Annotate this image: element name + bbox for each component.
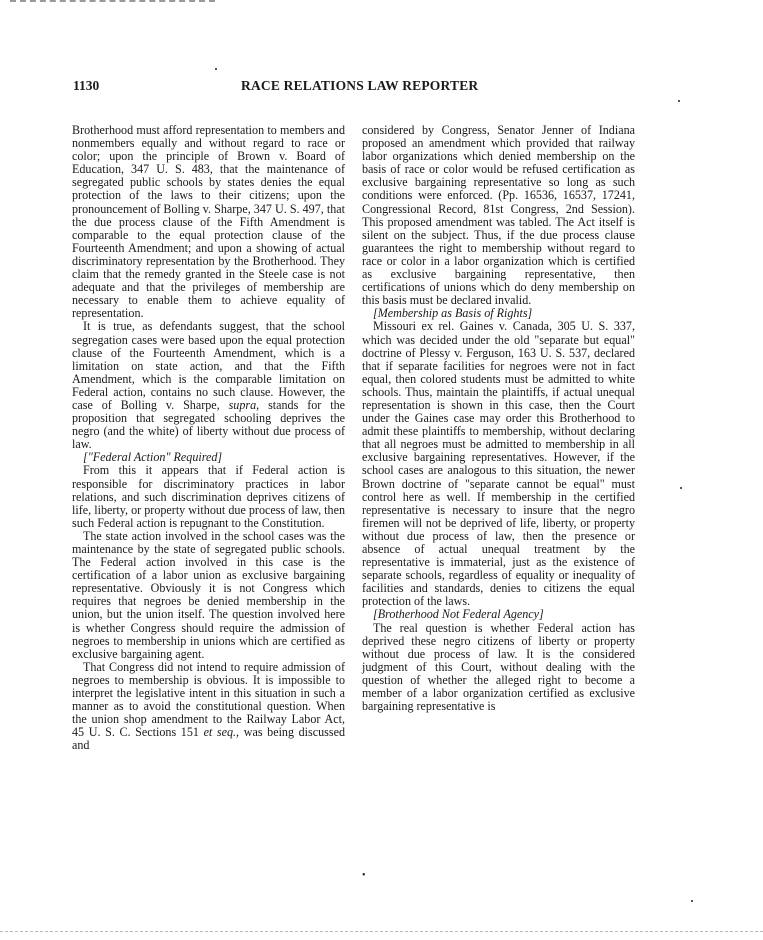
section-heading-federal-action: ["Federal Action" Required] xyxy=(83,450,223,465)
scan-speck xyxy=(678,100,680,102)
left-paragraph-5 xyxy=(72,661,345,753)
scan-speck xyxy=(691,900,693,902)
left-paragraph-4: The state action involved in the school cases was the maintenance by the state of segregated public schools. The Federal action involved in this case is the certification of a labor union as exclusive bargaining representative. Obviously it is not Congress which requires that negroes be denied membership in the union, but the union itself. The question involved here is whether Congress should require the admission of negroes to membership in unions which are certified as exclusive bargaining agent. xyxy=(72,528,345,661)
left-paragraph-2-text-a: It is true, as defendants suggest, that the school segregation cases were based upon the equal protection clause of the Fourteenth Amendment, which is a limitation on state action, and that the Fifth Amendment, which is the comparable limitation on Federal action, contains no such clause. However, the case of Bolling v. Sharpe, xyxy=(72,319,345,412)
right-paragraph-1: considered by Congress, Senator Jenner of Indiana proposed an amendment which provided that railway labor organizations which denied membership on the basis of race or color would be refused certification as exclusive bargaining representative so long as such conditions were enforced. (Pp. 16536, 16537, 17241, Congressional Record, 81st Congress, 2nd Session). This proposed amendment was tabled. The Act itself is silent on the subject. Thus, if the due process clause guarantees the right to membership without regard to race or color in a labor organization which is certified as exclusive bargaining representative, then certifications of unions which do deny membership on this basis must be declared invalid. xyxy=(362,123,635,308)
running-head: RACE RELATIONS LAW REPORTER xyxy=(241,78,479,93)
page-header xyxy=(73,78,633,98)
right-paragraph-2: Missouri ex rel. Gaines v. Canada, 305 U. S. 337, which was decided under the old "separate but equal" doctrine of Plessy v. Ferguson, 163 U. S. 537, declared that if separate facilities for negroes were not in fact equal, then colored students must be admitted to white schools. Thus, maintain the plaintiffs, if actual unequal representation is shown in this case, then the Court under the Gaines case may order this Brotherhood to admit these plaintiffs to membership, without declaring that all negroes must be admitted to membership in all exclusive bargaining representatives. However, if the school cases are analogous to this situation, the newer Brown doctrine of "separate cannot be equal" must control here as well. If membership in the certified representative is necessary to insure that the negro firemen will not be deprived of life, liberty, or property without due process of law, then the presence or absence of actual unequal treatment by the representative is immaterial, just as the existence of separate schools, regardless of equality or inequality of facilities and standards, denies to citizens the equal protection of the laws. xyxy=(362,319,635,609)
page-number: 1130 xyxy=(73,78,100,93)
top-edge-dashes xyxy=(10,0,215,2)
section-heading-brotherhood: [Brotherhood Not Federal Agency] xyxy=(373,607,544,622)
scan-speck xyxy=(680,487,682,489)
left-paragraph-1: Brotherhood must afford representation to members and nonmembers equally and without regard to race or color; upon the principle of Brown v. Board of Education, 347 U. S. 483, that the maintenance of segregated public schools by states denies the equal protection of the laws to their citizens; upon the pronouncement of Bolling v. Sharpe, 347 U. S. 497, that the due process clause of the Fifth Amendment is comparable to the equal protection clause of the Fourteenth Amendment; and upon a showing of actual discriminatory representation by the Brotherhood. They claim that the remedy granted in the Steele case is not adequate and that the privileges of membership are necessary to enable them to achieve equality of representation. xyxy=(72,123,345,321)
left-paragraph-2-text-b: stands for the proposition that segregated schooling deprives the negro (and the white) of liberty without due process of law. xyxy=(72,397,345,452)
left-paragraph-3: From this it appears that if Federal action is responsible for discriminatory practices in labor relations, and such discrimination deprives citizens of life, liberty, or property without due process of law, then such Federal action is repugnant to the Constitution. xyxy=(72,463,345,530)
scan-speck xyxy=(215,68,217,70)
left-paragraph-5-text-a: That Congress did not intend to require admission of negroes to membership is obvious. It is impossible to interpret the legislative intent in this situation in such a manner as to avoid the constitutional question. When the union shop amendment to the Railway Labor Act, 45 U. S. C. Sections 151 xyxy=(72,659,345,740)
section-heading-membership: [Membership as Basis of Rights] xyxy=(373,306,533,321)
left-column xyxy=(72,124,345,753)
left-paragraph-5-text-b: was being discussed and xyxy=(72,725,345,753)
bullet-mark: • xyxy=(362,870,366,881)
bottom-edge-dashes xyxy=(0,931,763,932)
right-column xyxy=(362,124,635,713)
left-paragraph-5-italic: et seq., xyxy=(203,725,240,740)
left-paragraph-2 xyxy=(72,320,345,451)
left-paragraph-2-italic: supra, xyxy=(228,397,260,412)
right-paragraph-3: The real question is whether Federal action has deprived these negro citizens of liberty or property without due process of law. It is the considered judgment of this Court, without dealing with the question of whether the alleged right to become a member of a labor organization certified as exclusive bargaining representative is xyxy=(362,620,635,714)
